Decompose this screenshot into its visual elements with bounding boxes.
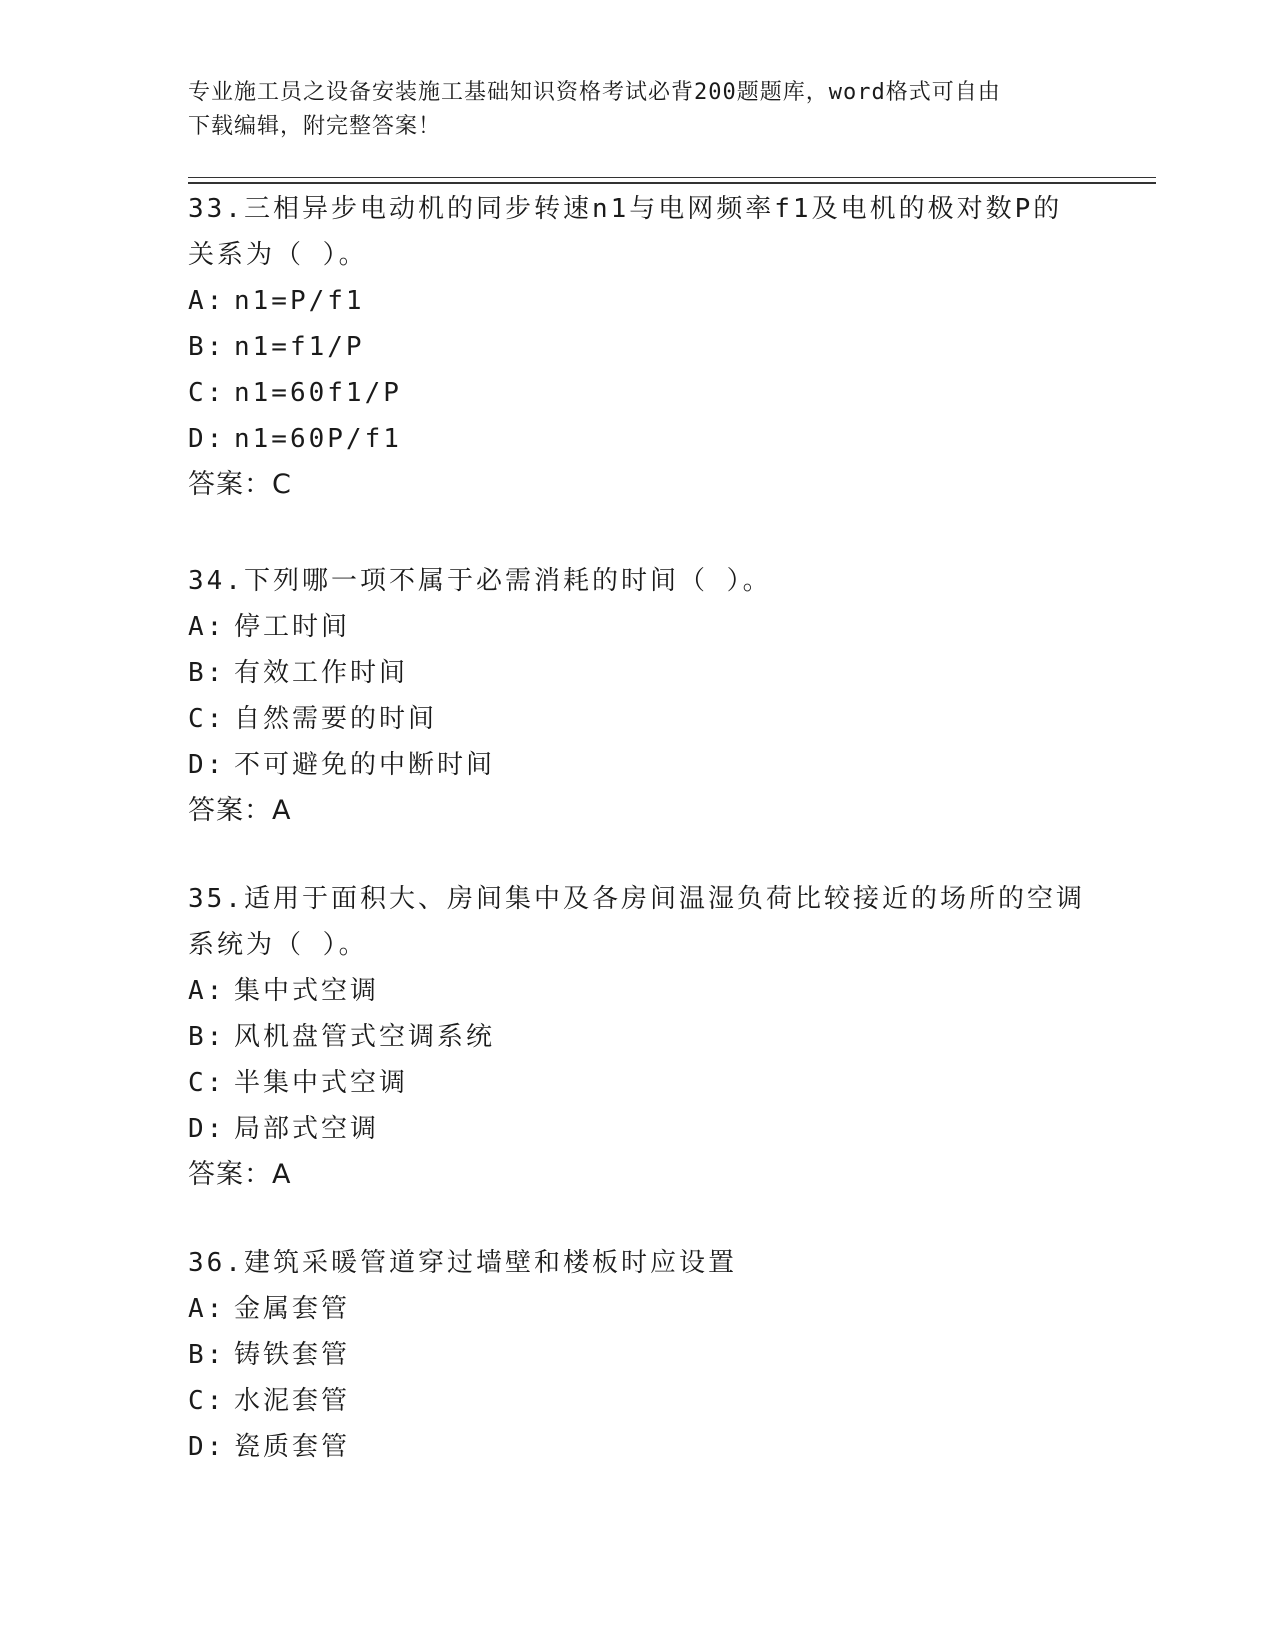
option-text: n1=f1/P <box>234 332 365 362</box>
option-key: A: <box>188 1294 226 1324</box>
header-divider-thin <box>188 177 1156 178</box>
option-c <box>188 696 1088 742</box>
option-b <box>188 650 1088 696</box>
option-key: A: <box>188 286 226 316</box>
option-key: A: <box>188 612 226 642</box>
option-d <box>188 742 1088 788</box>
option-a <box>188 968 1088 1014</box>
option-text: 瓷质套管 <box>234 1432 351 1462</box>
question-36 <box>188 1240 1088 1470</box>
header-line-1: 专业施工员之设备安装施工基础知识资格考试必背200题题库，word格式可自由 <box>188 80 1001 105</box>
answer: 答案：C <box>188 469 292 500</box>
option-d <box>188 1106 1088 1152</box>
option-text: n1=60f1/P <box>234 378 402 408</box>
option-b <box>188 1332 1088 1378</box>
option-d <box>188 416 1088 462</box>
answer: 答案：A <box>188 795 292 826</box>
answer: 答案：A <box>188 1159 292 1190</box>
option-a <box>188 278 1088 324</box>
option-text: 集中式空调 <box>234 976 380 1006</box>
question-stem: 33.三相异步电动机的同步转速n1与电网频率f1及电机的极对数P的 <box>188 194 1063 224</box>
header-line-2: 下载编辑，附完整答案！ <box>188 114 442 139</box>
option-key: B: <box>188 1340 226 1370</box>
question-stem-continued: 关系为（ ）。 <box>188 240 368 270</box>
question-stem: 34.下列哪一项不属于必需消耗的时间（ ）。 <box>188 566 772 596</box>
option-key: C: <box>188 704 226 734</box>
option-key: D: <box>188 750 226 780</box>
option-text: 半集中式空调 <box>234 1068 409 1098</box>
option-text: 停工时间 <box>234 612 351 642</box>
option-key: C: <box>188 378 226 408</box>
question-stem-continued: 系统为（ ）。 <box>188 930 368 960</box>
option-key: B: <box>188 658 226 688</box>
question-33 <box>188 186 1088 508</box>
option-text: 风机盘管式空调系统 <box>234 1022 496 1052</box>
question-35 <box>188 876 1088 1198</box>
document-header <box>188 76 1068 144</box>
option-text: n1=P/f1 <box>234 286 365 316</box>
option-key: B: <box>188 332 226 362</box>
option-key: D: <box>188 1114 226 1144</box>
option-text: 不可避免的中断时间 <box>234 750 496 780</box>
question-stem: 35.适用于面积大、房间集中及各房间温湿负荷比较接近的场所的空调 <box>188 884 1085 914</box>
question-34 <box>188 558 1088 834</box>
option-key: D: <box>188 424 226 454</box>
option-a <box>188 1286 1088 1332</box>
option-b <box>188 324 1088 370</box>
option-key: B: <box>188 1022 226 1052</box>
option-a <box>188 604 1088 650</box>
option-text: 金属套管 <box>234 1294 351 1324</box>
option-key: C: <box>188 1386 226 1416</box>
option-text: 局部式空调 <box>234 1114 380 1144</box>
option-key: D: <box>188 1432 226 1462</box>
option-key: C: <box>188 1068 226 1098</box>
option-text: 水泥套管 <box>234 1386 351 1416</box>
option-text: n1=60P/f1 <box>234 424 402 454</box>
option-key: A: <box>188 976 226 1006</box>
question-stem: 36.建筑采暖管道穿过墙壁和楼板时应设置 <box>188 1248 737 1278</box>
header-divider-thick <box>188 182 1156 184</box>
option-d <box>188 1424 1088 1470</box>
option-c <box>188 370 1088 416</box>
option-c <box>188 1378 1088 1424</box>
option-b <box>188 1014 1088 1060</box>
option-text: 自然需要的时间 <box>234 704 438 734</box>
option-text: 有效工作时间 <box>234 658 409 688</box>
option-c <box>188 1060 1088 1106</box>
option-text: 铸铁套管 <box>234 1340 351 1370</box>
